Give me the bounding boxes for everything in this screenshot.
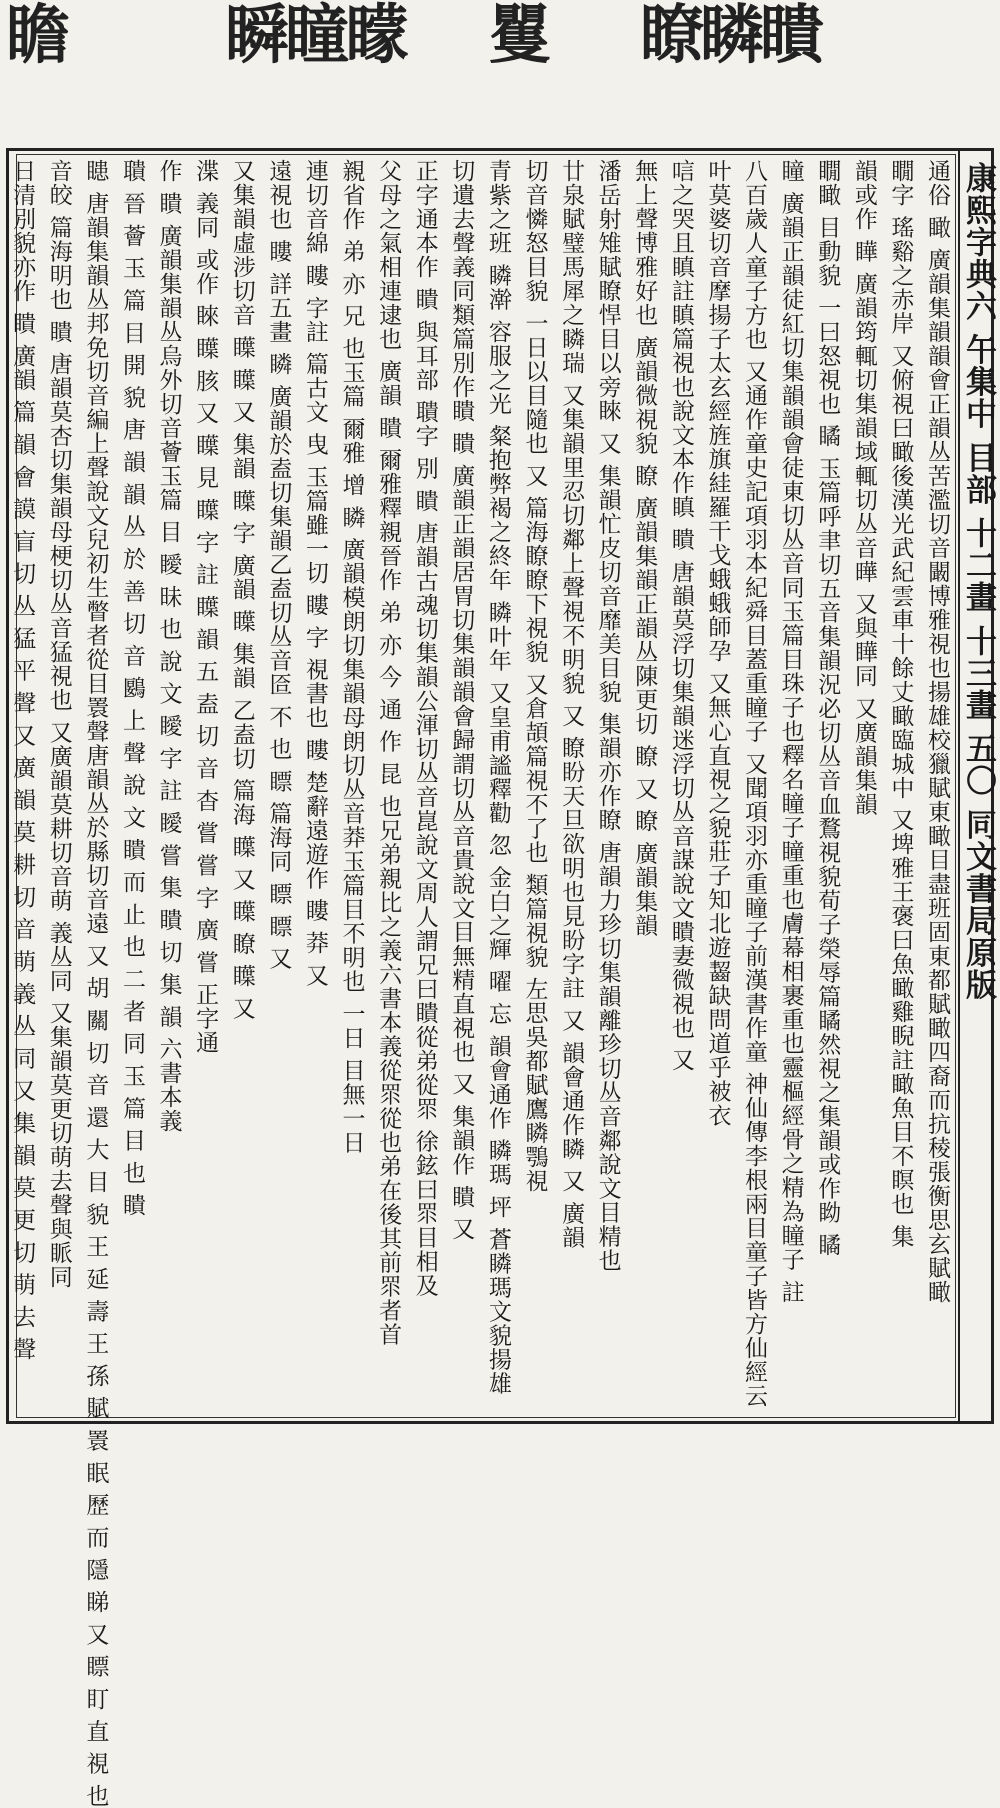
text-column: 潘岳射雉賦瞭悍目以旁睞 又 集韻忙皮切音靡美目貌 集韻亦作瞭 唐韻力珍切集韻離珍切丛音鄰說文目精也 xyxy=(594,159,621,1273)
text-column: 叶莫婆切音摩揚子太玄經旌旗絓羅干戈蛾蛾師孕 又無心直視之貌莊子知北遊齧缺問道乎被衣 xyxy=(704,159,731,1128)
text-column: 日清別貌亦作 瞶 廣韻 篇 韻 會 謨 盲 切 丛 猛 平 聲 又 廣 韻 莫 耕 切 音 萌 義 丛 同 又 集 韻 莫 更 切 萌 去 聲 xyxy=(9,159,36,1361)
text-column: 瞯瞰 目動貌 一曰怒視也 瞲 玉篇呼聿切五音集韻況必切丛音血鶩視貌荀子榮辱篇瞲然視之集韻或作眑 瞲 xyxy=(814,159,841,1257)
seal-glyph-group: 瞻 xyxy=(6,0,66,73)
text-column: 無上聲博雅好也 廣韻微視貌 瞭 廣韻集韻正韻丛陳更切 瞭 又 瞭 廣韻集韻 xyxy=(631,159,658,938)
text-column: 切音憐怒目貌 一日以目隨也 又 篇海瞭瞭下視貌 又倉頡篇視不了也 類篇視貌 左思吳都賦鷹瞵鶚視 xyxy=(521,159,548,1193)
side-header xyxy=(958,150,994,1422)
text-column: 瞯字 瑤谿之赤岸 又俯視曰瞰後漢光武紀雲車十餘丈瞰臨城中 又埤雅王褒曰魚瞰雞睨註瞰魚目不瞑也 集 xyxy=(887,159,914,1249)
seal-script-header xyxy=(0,0,1000,140)
text-column: 正字通本作 瞶 與耳部 聵字 別 瞶 唐韻古魂切集韻公渾切丛音崑說文周人謂兄曰瞶從弟從眔 徐鉉曰眔目相及 xyxy=(411,159,438,1298)
text-column: 青紫之班 瞵澣 容服之光 粲抱弊褐之終年 瞵叶年 又皇甫謐釋勸 忽 金白之輝 曜 忘 韻會通作 瞵瑪 坪 蒼瞵瑪文貌揚雄 xyxy=(484,159,511,1396)
text-column: 聵 晉 薈 玉 篇 目 開 貌 唐 韻 韻 丛 於 善 切 音 鶠 上 聲 說 文 瞶 而 止 也 二 者 同 玉 篇 目 也 瞶 xyxy=(118,159,145,1217)
side-header-text: 康熙字典六 午集中 目部 十二畫 十三畫 五〇 同文書局原版 xyxy=(960,162,996,1001)
text-column: 瞣 唐韻集韻丛邦免切音編上聲說文兒初生瞥者從目瞏聲唐韻丛於縣切音遠 又 胡 關 切 音 還 大 目 貌 王 延 壽 王 孫 賦 瞏 眠 歷 而 隱 睇 又 瞟 盯 直 視 也 xyxy=(82,159,109,1808)
text-column: 渫 義同 或作 睞 瞸 胲 又 瞸 見 瞸 字 註 瞸 韻 五 盍 切 音 杳 嘗 嘗 字 廣 嘗 正字通 xyxy=(192,159,219,1055)
text-column: 父母之氣相連逮也 廣韻 瞶 爾雅釋親晉作 弟 亦 今 通 作 昆 也兄弟親比之義六書本義從眔從也弟在後其前眔者首 xyxy=(375,159,402,1347)
text-column: 連切音綿 瞜 字註 篇古文 曳 玉篇雖一切 瞜 字 視書也 瞜 楚辭遠遊作 瞜 莽 又 xyxy=(301,159,328,988)
text-column: 又集韻虛涉切音 瞸 瞸 又 集韻 瞸 字 廣韻 瞸 集韻 乙盍切 篇海 瞸 又 瞸 瞭 瞸 又 xyxy=(228,159,255,1021)
text-column: 瞳 廣韻正韻徒紅切集韻韻會徒東切丛音同玉篇目珠子也釋名瞳子瞳重也膚幕相裹重也靈樞經骨之精為瞳子 註 xyxy=(777,159,804,1304)
seal-glyph-group: 瞭瞵瞶 xyxy=(640,0,820,73)
text-column: 作 瞶 廣韻集韻丛烏外切音薈玉篇 目 瞹 昧 也 說 文 瞹 字 註 瞹 嘗 集 瞶 切 集 韻 六書本義 xyxy=(155,159,182,1133)
text-column: 唁之哭且瞋註瞋篇視也說文本作瞋 瞶 唐韻莫浮切集韻迷浮切丛音謀說文瞶妻微視也 又 xyxy=(667,159,694,1072)
text-column: 廿泉賦璧馬犀之瞵瑞 又集韻里忍切鄰上聲視不明貌 又 瞭盼天旦欲明也見盼字註 又 韻會通作瞵 又 廣韻 xyxy=(558,159,585,1250)
text-column: 音皎 篇海明也 瞶 唐韻莫杏切集韻母梗切丛音猛視也 又廣韻莫耕切音萌 義丛同 又集韻莫更切萌去聲與眽同 xyxy=(45,159,72,1289)
text-columns xyxy=(0,159,955,1808)
text-column: 遠視也 瞜 詳五畫 瞵 廣韻於盍切集韻乙盍切丛音匼 不 也 瞟 篇海同 瞟 瞟 又 xyxy=(265,159,292,971)
seal-glyph-group: 瞬瞳矇 xyxy=(225,0,405,73)
text-column: 切遺去聲義同類篇別作瞶 瞶 廣韻正韻居胃切集韻韻會歸謂切丛音貴說文目無精直視也 又 集韻作 瞶 又 xyxy=(448,159,475,1241)
seal-glyph-group: 矍 xyxy=(488,0,548,73)
text-column: 通俗 瞰 廣韻集韻韻會正韻丛苦濫切音闞博雅視也揚雄校獵賦東瞰目盡班固東都賦瞰四裔而抗稜張衡思玄賦瞰 xyxy=(924,159,950,1304)
text-column: 八百歲人童子方也 又通作童史記項羽本紀舜目蓋重瞳子 又聞項羽亦重瞳子前漢書作童 神仙傳李根兩目童子皆方仙經云 xyxy=(741,159,768,1408)
text-column: 韻或作 瞱 廣韻筠輒切集韻域輒切丛音曄 又與瞱同 又廣韻集韻 xyxy=(850,159,877,817)
text-column: 親省作 弟 亦 兄 也玉篇 爾雅 增 瞵 廣韻模朗切集韻母朗切丛音莽玉篇目不明也 一日 目無一日 xyxy=(338,159,365,1155)
dictionary-body xyxy=(9,154,956,1808)
